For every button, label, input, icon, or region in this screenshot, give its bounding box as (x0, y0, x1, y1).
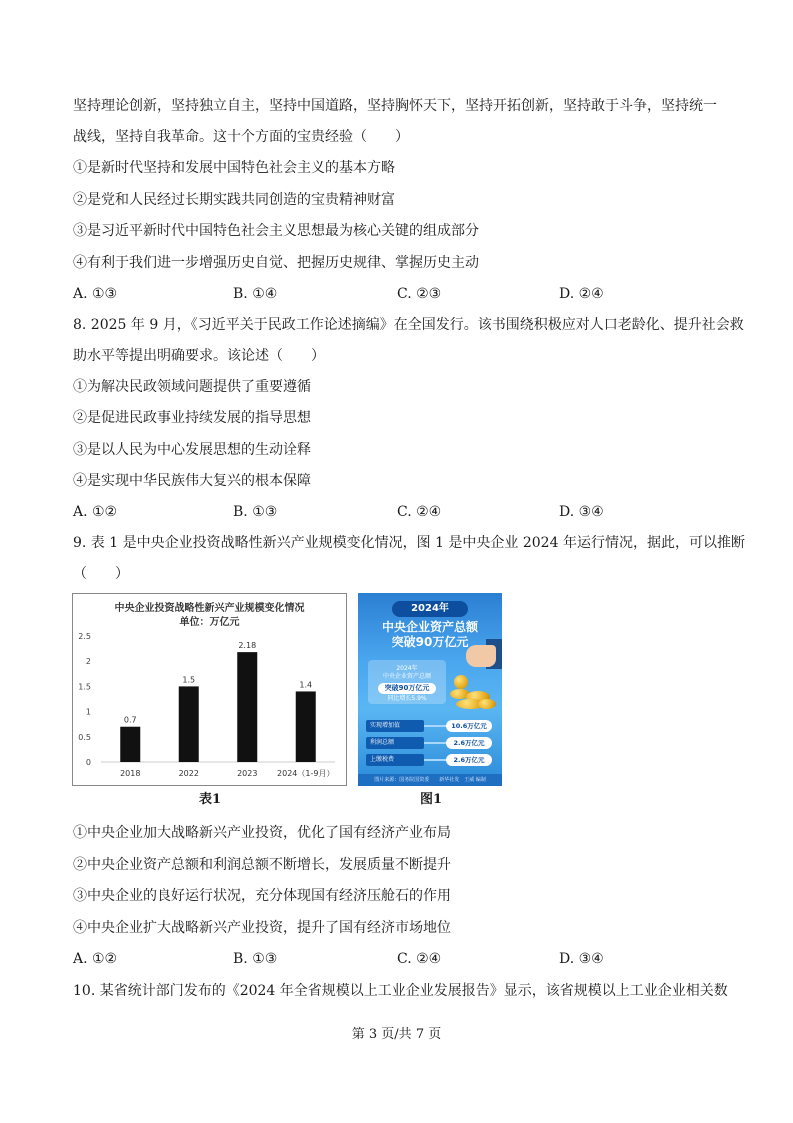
poster-row-connector (424, 759, 448, 761)
coin-icon (478, 699, 496, 709)
q8-option-c[interactable]: C. ②④ (397, 504, 442, 520)
bar (179, 686, 199, 762)
q9-option-d[interactable]: D. ③④ (559, 951, 604, 967)
q10-stem-line1: 10. 某省统计部门发布的《2024 年全省规模以上工业企业发展报告》显示，该省规模以上工业企业相关数 (73, 983, 728, 999)
q7-option-d[interactable]: D. ②④ (559, 286, 604, 302)
bar-value-label: 2.18 (238, 641, 257, 651)
poster-row-taxes (366, 754, 494, 766)
poster-card-growth: 同比增长5.9% (387, 695, 427, 702)
poster-row-value: 10.6万亿元 (446, 720, 492, 732)
y-tick-label: 2.5 (78, 632, 91, 641)
bar-value-label: 0.7 (123, 715, 137, 725)
q7-statement-1: ①是新时代坚持和发展中国特色社会主义的基本方略 (73, 160, 395, 176)
q7-stem-line2: 战线，坚持自我革命。这十个方面的宝贵经验（ ） (73, 129, 409, 145)
poster-row-connector (424, 725, 448, 727)
q9-stem-line1: 9. 表 1 是中央企业投资战略性新兴产业规模变化情况，图 1 是中央企业 2024 年运行情况，据此，可以推断 (73, 535, 745, 551)
q8-stem-line1: 8. 2025 年 9 月，《习近平关于民政工作论述摘编》在全国发行。该书围绕积极应对人口老龄化、提升社会救 (73, 317, 744, 333)
q9-option-b[interactable]: B. ①③ (233, 951, 278, 967)
q8-stem-line2: 助水平等提出明确要求。该论述（ ） (73, 348, 325, 364)
poster-footer: 图片来源：国务院国资委 新华社发 王威 编制 (358, 774, 502, 786)
poster-title-line1: 中央企业资产总额 (381, 620, 478, 634)
q8-statement-2: ②是促进民政事业持续发展的指导思想 (73, 410, 311, 426)
q8-statement-4: ④是实现中华民族伟大复兴的根本保障 (73, 473, 311, 489)
q7-option-a[interactable]: A. ①③ (73, 286, 118, 302)
q8-statement-3: ③是以人民为中心发展思想的生动诠释 (73, 442, 311, 458)
q9-option-c[interactable]: C. ②④ (397, 951, 442, 967)
x-tick-label: 2018 (120, 769, 141, 778)
poster-card-pill: 突破90万亿元 (378, 683, 436, 694)
q9-options (73, 949, 753, 969)
y-tick-label: 0.5 (78, 732, 91, 742)
hand-graphic (466, 645, 496, 667)
poster-year: 2024年 (392, 601, 468, 617)
x-tick-label: 2022 (178, 769, 199, 778)
poster-row-value-added (366, 720, 494, 732)
poster-title-line2: 突破90万亿元 (391, 635, 469, 649)
poster-row-value: 2.6万亿元 (446, 754, 492, 766)
table1-caption: 表1 (198, 792, 222, 807)
bar (296, 691, 316, 762)
q9-statement-4: ④中央企业扩大战略新兴产业投资，提升了国有经济市场地位 (73, 920, 451, 936)
bar-chart-svg (73, 594, 346, 785)
q7-statement-4: ④有利于我们进一步增强历史自觉、把握历史规律、掌握历史主动 (73, 255, 479, 271)
q8-options (73, 502, 753, 522)
figure1-caption: 图1 (419, 792, 443, 807)
poster-card-line: 中央企业资产总额 (382, 673, 431, 680)
poster-row-profit (366, 737, 494, 749)
q8-option-b[interactable]: B. ①③ (233, 504, 278, 520)
table1-chart (72, 593, 347, 786)
q7-stem-line1: 坚持理论创新，坚持独立自主，坚持中国道路，坚持胸怀天下，坚持开拓创新，坚持敢于斗争，坚持统一 (73, 98, 717, 114)
q8-statement-1: ①为解决民政领域问题提供了重要遵循 (73, 379, 311, 395)
q9-stem-line2: （ ） (73, 566, 129, 582)
y-tick-label: 1 (85, 707, 91, 717)
chart-title: 中央企业投资战略性新兴产业规模变化情况 (114, 603, 305, 614)
x-tick-label: 2024（1-9月） (277, 769, 335, 778)
q9-statement-3: ③中央企业的良好运行状况，充分体现国有经济压舱石的作用 (73, 888, 451, 904)
y-tick-label: 1.5 (78, 682, 91, 692)
q9-statement-2: ②中央企业资产总额和利润总额不断增长，发展质量不断提升 (73, 857, 451, 873)
poster-row-label: 上缴税费 (366, 754, 424, 766)
poster-card-year: 2024年 (396, 665, 418, 672)
y-tick-label: 2 (85, 657, 91, 667)
q8-option-a[interactable]: A. ①② (73, 504, 118, 520)
poster-row-label: 利润总额 (366, 737, 424, 749)
bar-value-label: 1.4 (299, 680, 313, 690)
x-tick-label: 2023 (237, 769, 258, 778)
coin-icon (454, 675, 468, 689)
q7-statement-3: ③是习近平新时代中国特色社会主义思想最为核心关键的组成部分 (73, 223, 479, 239)
chart-unit: 单位：万亿元 (179, 617, 240, 628)
q9-statement-1: ①中央企业加大战略新兴产业投资，优化了国有经济产业布局 (73, 825, 451, 841)
q9-option-a[interactable]: A. ①② (73, 951, 118, 967)
poster-row-value: 2.6万亿元 (446, 737, 492, 749)
q7-option-c[interactable]: C. ②③ (397, 286, 442, 302)
q7-options (73, 284, 753, 304)
page-footer: 第 3 页/共 7 页 (351, 1027, 442, 1042)
y-tick-label: 0 (85, 758, 91, 767)
bar-value-label: 1.5 (182, 675, 196, 685)
figure1-poster (358, 593, 502, 786)
q7-statement-2: ②是党和人民经过长期实践共同创造的宝贵精神财富 (73, 192, 395, 208)
bar (120, 727, 140, 762)
q8-option-d[interactable]: D. ③④ (559, 504, 604, 520)
poster-row-connector (424, 742, 448, 744)
q7-option-b[interactable]: B. ①④ (233, 286, 278, 302)
bar (237, 652, 257, 762)
poster-row-label: 实现增加值 (366, 720, 424, 732)
